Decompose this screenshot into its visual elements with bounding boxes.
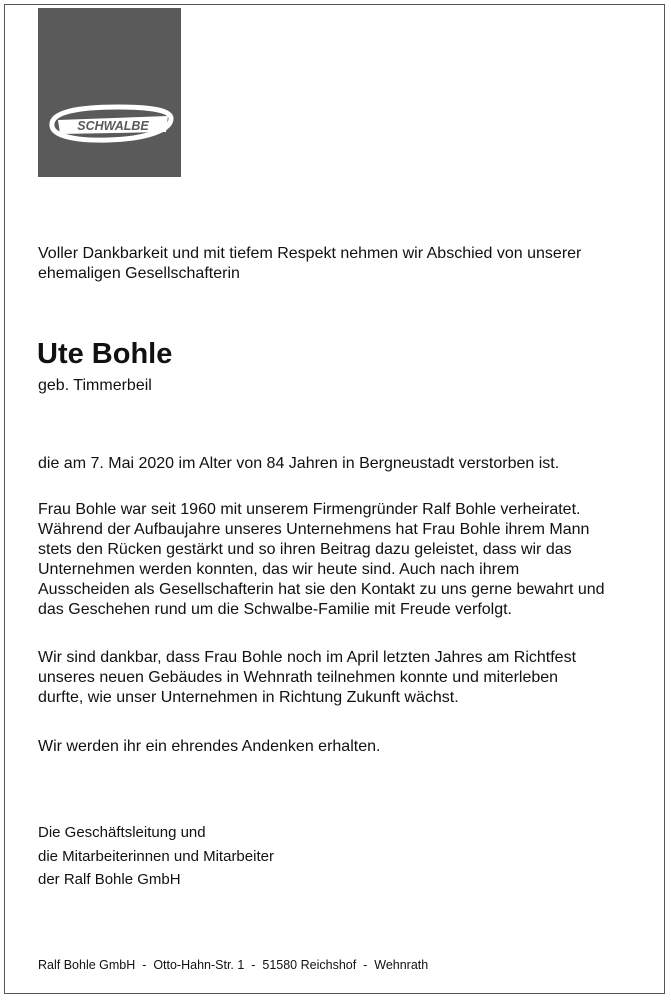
paragraph-line: Während der Aufbaujahre unseres Unternehmens hat Frau Bohle ihrem Mann [38,521,590,538]
birth-name: geb. Timmerbeil [38,377,152,394]
paragraph-gratitude [38,648,576,708]
paragraph-line: Frau Bohle war seit 1960 mit unserem Firmengründer Ralf Bohle verheiratet. [38,501,581,518]
paragraph-line: Wir sind dankbar, dass Frau Bohle noch im April letzten Jahres am Richtfest [38,649,577,666]
signature-line: die Mitarbeiterinnen und Mitarbeiter [38,847,274,865]
logo-brand-text: SCHWALBE [77,119,149,133]
paragraph-line: Ausscheiden als Gesellschafterin hat sie den Kontakt zu uns gerne bewahrt und [38,581,605,598]
paragraph-line: stets den Rücken gestärkt und so ihren Beitrag dazu geleistet, dass wir das [38,541,572,558]
signature-block [38,821,274,892]
deceased-name: Ute Bohle [37,338,173,370]
paragraph-line: durfte, wie unser Unternehmen in Richtung Zukunft wächst. [38,689,459,706]
paragraph-marriage [38,500,605,620]
death-line: die am 7. Mai 2020 im Alter von 84 Jahren in Bergneustadt verstorben ist. [38,455,560,472]
intro-line-2: ehemaligen Gesellschafterin [38,265,240,282]
paragraph-line: unseres neuen Gebäudes in Wehnrath teilnehmen konnte und miterleben [38,669,559,686]
signature-line: Die Geschäftsleitung und [38,824,206,841]
company-footer: Ralf Bohle GmbH - Otto-Hahn-Str. 1 - 51580 Reichshof - Wehnrath [38,958,429,972]
paragraph-line: Unternehmen werden konnten, das wir heute sind. Auch nach ihrem [38,561,520,578]
logo-mark-icon [38,8,181,177]
paragraph-line: das Geschehen rund um die Schwalbe-Familie mit Freude verfolgt. [38,601,512,618]
signature-line: der Ralf Bohle GmbH [38,871,181,888]
schwalbe-logo [38,8,181,177]
closing-line: Wir werden ihr ein ehrendes Andenken erhalten. [38,738,381,755]
intro-line-1: Voller Dankbarkeit und mit tiefem Respekt nehmen wir Abschied von unserer [38,245,582,262]
